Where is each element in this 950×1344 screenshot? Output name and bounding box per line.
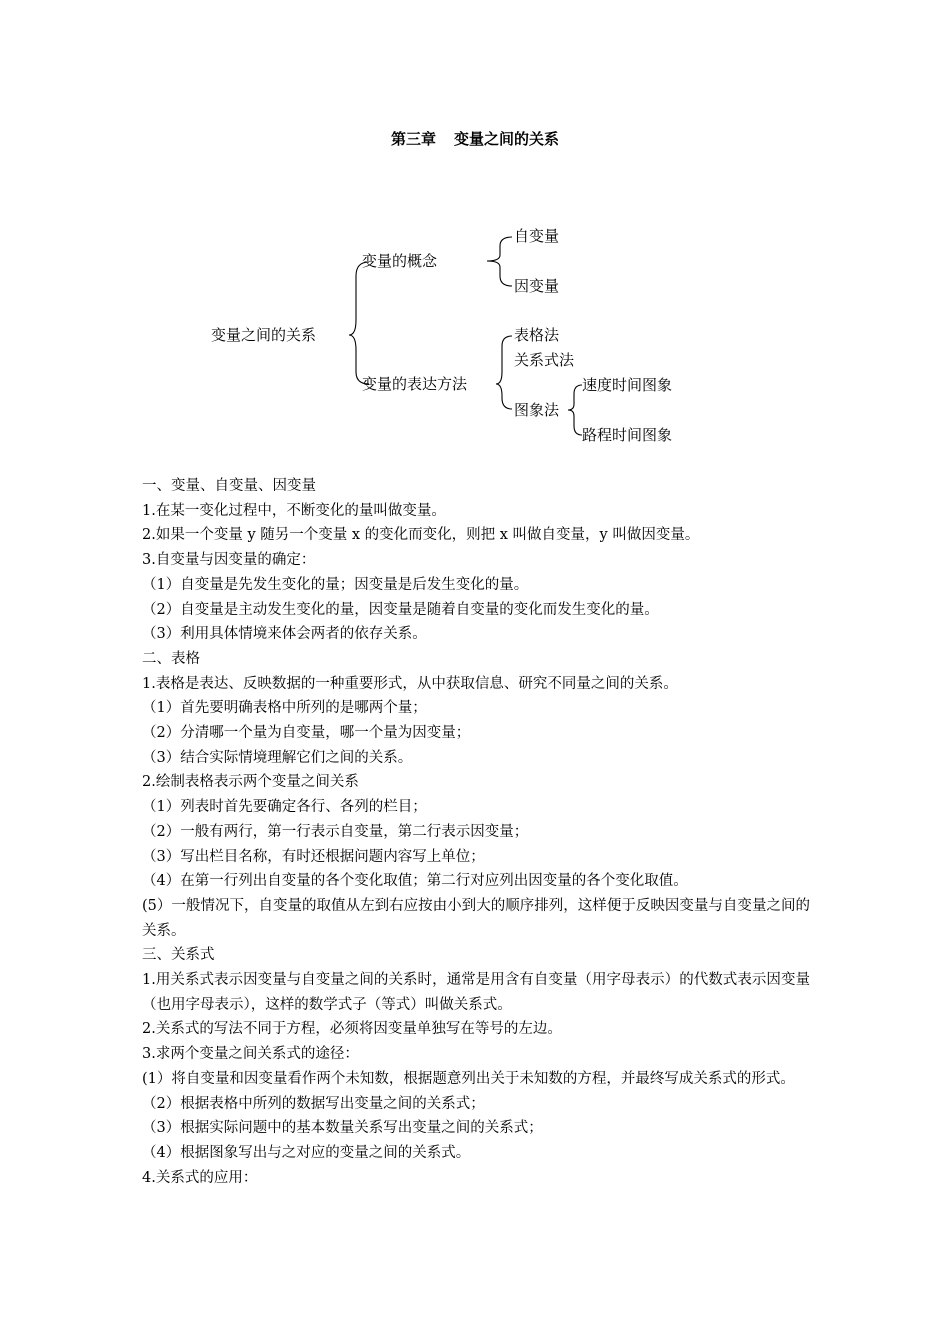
map-graph-method: 图象法 (514, 401, 560, 419)
concept-brace (487, 237, 512, 286)
paragraph: 1.用关系式表示因变量与自变量之间的关系时，通常是用含有自变量（用字母表示）的代数式表示因变量（也用字母表示），这样的数学式子（等式）叫做关系式。 (142, 972, 810, 1013)
paragraph: （2）一般有两行，第一行表示自变量，第二行表示因变量； (142, 823, 529, 840)
notes-body (142, 474, 810, 1190)
map-expression-methods: 变量的表达方法 (362, 375, 468, 393)
paragraph: (1）将自变量和因变量看作两个未知数，根据题意列出关于未知数的方程，并最终写成关系式的形式。 (142, 1070, 795, 1087)
paragraph: （1）列表时首先要确定各行、各列的栏目； (142, 799, 427, 816)
paragraph: 1.表格是表达、反映数据的一种重要形式，从中获取信息、研究不同量之间的关系。 (142, 675, 678, 692)
paragraph: 3.自变量与因变量的确定： (142, 552, 316, 569)
paragraph: （1）自变量是先发生变化的量；因变量是后发生变化的量。 (142, 576, 529, 593)
map-root: 变量之间的关系 (211, 326, 317, 344)
paragraph: 2.如果一个变量 y 随另一个变量 x 的变化而变化，则把 x 叫做自变量，y 叫做因变量。 (142, 527, 700, 544)
map-concept: 变量的概念 (362, 252, 438, 270)
chapter-number: 第三章 (390, 130, 436, 148)
paragraph: （3）写出栏目名称，有时还根据问题内容写上单位； (142, 848, 485, 865)
map-formula-method: 关系式法 (514, 351, 575, 369)
graph-brace (568, 385, 582, 435)
map-table-method: 表格法 (514, 326, 560, 344)
paragraph: （2）根据表格中所列的数据写出变量之间的关系式； (142, 1095, 485, 1112)
paragraph: （3）结合实际情境理解它们之间的关系。 (142, 749, 413, 766)
paragraph: 2.关系式的写法不同于方程，必须将因变量单独写在等号的左边。 (142, 1021, 562, 1038)
paragraph: （2）自变量是主动发生变化的量，因变量是随着自变量的变化而发生变化的量。 (142, 601, 659, 618)
paragraph: (5）一般情况下，自变量的取值从左到右应按由小到大的顺序排列，这样便于反映因变量与自变量之间的关系。 (142, 897, 810, 939)
section-heading: 三、关系式 (142, 947, 215, 964)
map-speed-time-graph: 速度时间图象 (582, 376, 673, 394)
map-dependent-variable: 因变量 (514, 277, 560, 295)
paragraph: （3）利用具体情境来体会两者的依存关系。 (142, 626, 427, 643)
concept-map (0, 0, 950, 470)
concept-map-braces (0, 0, 950, 470)
chapter-topic: 变量之间的关系 (454, 130, 560, 148)
paragraph: （2）分清哪一个量为自变量，哪一个量为因变量； (142, 725, 471, 742)
paragraph: （4）根据图象写出与之对应的变量之间的关系式。 (142, 1144, 471, 1161)
section-heading: 二、表格 (142, 650, 200, 667)
paragraph: 2.绘制表格表示两个变量之间关系 (142, 774, 359, 791)
section-heading: 一、变量、自变量、因变量 (142, 478, 316, 494)
paragraph: （4）在第一行列出自变量的各个变化取值；第二行对应列出因变量的各个变化取值。 (142, 873, 688, 890)
expression-brace (496, 336, 512, 409)
map-distance-time-graph: 路程时间图象 (582, 426, 673, 444)
paragraph: 1.在某一变化过程中，不断变化的量叫做变量。 (142, 502, 446, 519)
paragraph: （1）首先要明确表格中所列的是哪两个量； (142, 700, 427, 717)
root-brace (349, 262, 369, 384)
paragraph: 3.求两个变量之间关系式的途径： (142, 1046, 359, 1063)
paragraph: （3）根据实际问题中的基本数量关系写出变量之间的关系式； (142, 1120, 543, 1137)
map-independent-variable: 自变量 (514, 227, 560, 245)
paragraph: 4.关系式的应用： (142, 1169, 258, 1186)
